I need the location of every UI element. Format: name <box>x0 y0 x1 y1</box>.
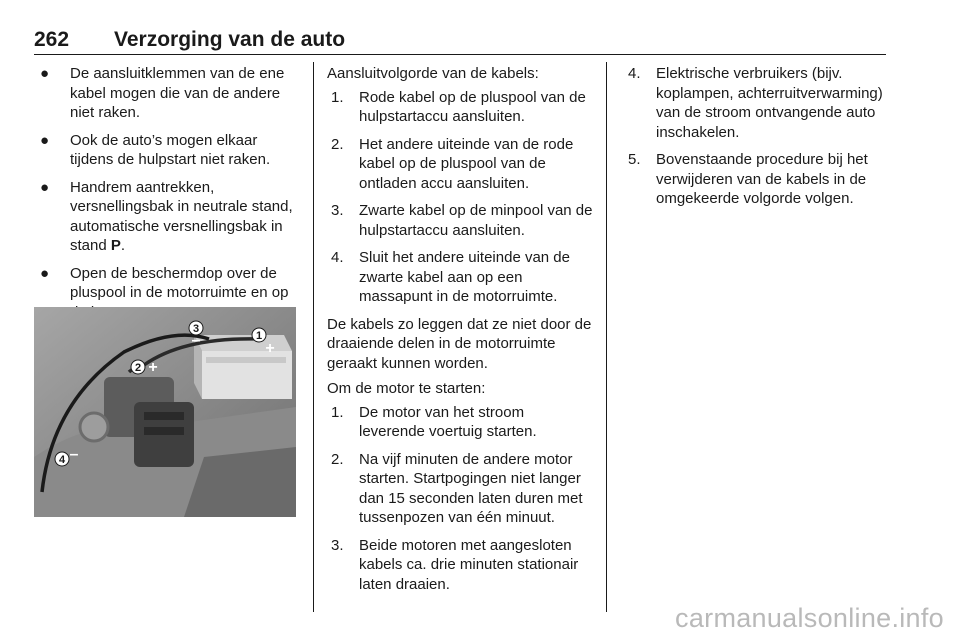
step-number: 1. <box>331 88 344 106</box>
bullet-text: De aansluitklemmen van de ene kabel mogen die van de andere niet raken. <box>70 65 285 121</box>
bullet-text: Handrem aantrekken, versnellingsbak in neutrale stand, automatische versnellingsbak in stand <box>70 178 293 254</box>
list-item <box>331 536 593 595</box>
callout-2-number: 2 <box>134 362 142 374</box>
callout-1-sign: + <box>265 340 275 357</box>
callout-2-sign: + <box>148 359 158 376</box>
list-item <box>331 88 593 127</box>
column-2 <box>327 64 593 602</box>
gear-position-p: P <box>110 237 121 254</box>
step-number: 3. <box>331 536 344 554</box>
step-number: 5. <box>628 151 641 168</box>
step-number: 4. <box>331 249 344 266</box>
bullet-item <box>40 178 302 256</box>
cable-order-intro: Aansluitvolgorde van de kabels: <box>327 65 539 82</box>
step-text: Bovenstaande procedure bij het verwijderen van de kabels in de omgekeerde volgorde volgen. <box>656 151 868 207</box>
callout-1-number: 1 <box>255 330 263 342</box>
step-text: Na vijf minuten de andere motor starten. Startpogingen niet langer dan 15 seconden laten duren met tussenpozen van één minuut. <box>359 450 583 526</box>
list-item <box>331 450 593 528</box>
list-item <box>331 135 593 194</box>
step-number: 2. <box>331 135 344 153</box>
step-number: 2. <box>331 450 344 468</box>
column-divider-2 <box>606 62 607 612</box>
jump-start-illustration <box>34 307 296 517</box>
bullet-item <box>40 131 302 170</box>
list-item <box>331 403 593 442</box>
step-text: Het andere uiteinde van de rode kabel op de pluspool van de ontladen accu aansluiten. <box>359 135 574 192</box>
column-1 <box>40 64 302 330</box>
step-text: Elektrische verbruikers (bijv. koplampen, achterruitverwarming) van de stroom ontvangende auto inschakelen. <box>656 65 883 141</box>
step-number: 4. <box>628 65 641 82</box>
step-text: Beide motoren met aangesloten kabels ca. drie minuten stationair laten draaien. <box>359 536 579 593</box>
callout-4-number: 4 <box>58 454 66 466</box>
cable-routing-paragraph: De kabels zo leggen dat ze niet door de draaiende delen in de motorruimte geraakt kunnen worden. <box>327 315 592 372</box>
column-3 <box>624 64 884 217</box>
callout-3-number: 3 <box>192 323 200 335</box>
bullet-text: Ook de auto’s mogen elkaar tijdens de hulpstart niet raken. <box>70 131 271 168</box>
bullet-icon: ● <box>40 264 50 282</box>
bullet-icon: ● <box>40 131 50 149</box>
page-header <box>34 24 886 55</box>
bullet-text: Open de beschermdop over de pluspool in de motorruimte en op <box>70 264 289 301</box>
callout-3-sign: – <box>191 332 201 349</box>
bullet-tail: . <box>120 237 126 254</box>
page-title: Verzorging van de auto <box>114 28 346 51</box>
bullet-icon: ● <box>40 178 50 196</box>
list-item <box>331 248 593 307</box>
step-text: Zwarte kabel op de minpool van de hulpstartaccu aansluiten. <box>359 202 593 239</box>
list-item <box>628 64 884 142</box>
start-engine-label: Om de motor te starten: <box>327 380 486 397</box>
bullet-icon: ● <box>40 65 50 82</box>
site-watermark: carmanualsonline.info <box>675 603 944 633</box>
step-text: Rode kabel op de pluspool van de hulpstartaccu aansluiten. <box>359 88 586 125</box>
callout-4-sign: – <box>69 446 79 463</box>
list-item <box>628 150 884 209</box>
step-text: De motor van het stroom leverende voertuig starten. <box>359 403 537 440</box>
column-divider-1 <box>313 62 314 612</box>
bullet-item <box>40 64 302 123</box>
list-item <box>331 201 593 240</box>
step-text: Sluit het andere uiteinde van de zwarte kabel aan op een massapunt in de motorruimte. <box>359 249 570 305</box>
engine-bay-drawing <box>34 307 296 517</box>
step-number: 1. <box>331 403 344 421</box>
step-number: 3. <box>331 202 344 219</box>
page-number: 262 <box>34 28 70 51</box>
